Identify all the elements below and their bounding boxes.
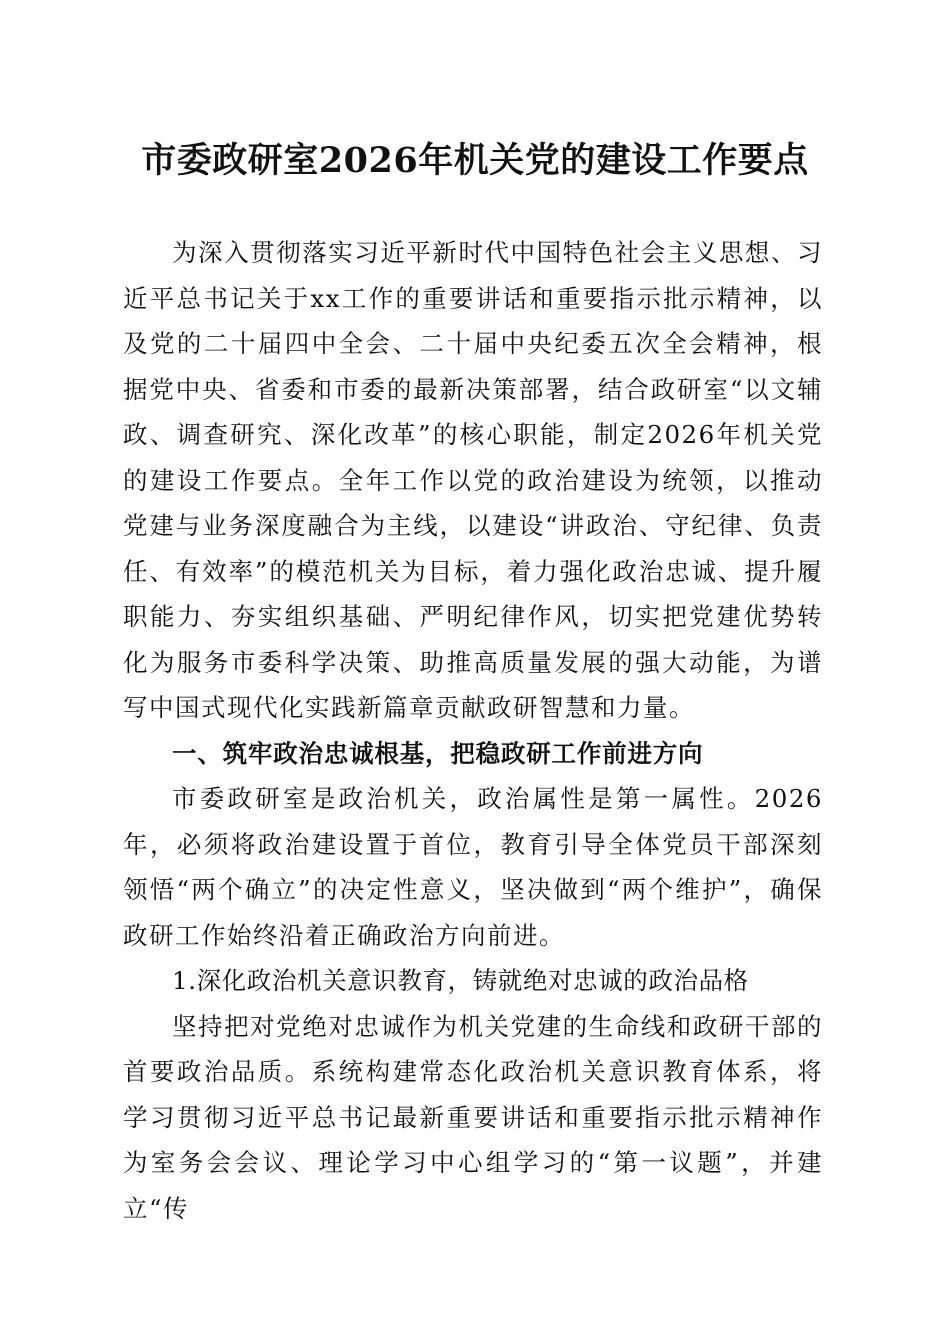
document-title: 市委政研室2026年机关党的建设工作要点 bbox=[141, 140, 809, 181]
intro-paragraph: 为深入贯彻落实习近平新时代中国特色社会主义思想、习近平总书记关于xx工作的重要讲话和重要指示批示精神，以及党的二十届四中全会、二十届中央纪委五次全会精神，根据党中央、省委和市委的最新决策部署，结合政研室“以文辅政、调查研究、深化改革”的核心职能，制定2026年机关党的建设工作要点。全年工作以党的政治建设为统领，以推动党建与业务深度融合为主线，以建设“讲政治、守纪律、负责任、有效率”的模范机关为目标，着力强化政治忠诚、提升履职能力、夯实组织基础、严明纪律作风，切实把党建优势转化为服务市委科学决策、助推高质量发展的强大动能，为谱写中国式现代化实践新篇章贡献政研智慧和力量。 bbox=[123, 238, 823, 722]
section-1-paragraph: 市委政研室是政治机关，政治属性是第一属性。2026年，必须将政治建设置于首位，教育引导全体党员干部深刻领悟“两个确立”的决定性意义，坚决做到“两个维护”，确保政研工作始终沿着正确政治方向前进。 bbox=[123, 784, 823, 950]
subsection-heading-1-1: 1.深化政治机关意识教育，铸就绝对忠诚的政治品格 bbox=[172, 966, 749, 995]
section-heading-1: 一、筑牢政治忠诚根基，把稳政研工作前进方向 bbox=[172, 738, 704, 768]
subsection-1-1-paragraph: 坚持把对党绝对忠诚作为机关党建的生命线和政研干部的首要政治品质。系统构建常态化政治机关意识教育体系，将学习贯彻习近平总书记最新重要讲话和重要指示批示精神作为室务会会议、理论学习中心组学习的“第一议题”，并建立“传 bbox=[123, 1011, 823, 1223]
document-body bbox=[123, 230, 823, 1231]
